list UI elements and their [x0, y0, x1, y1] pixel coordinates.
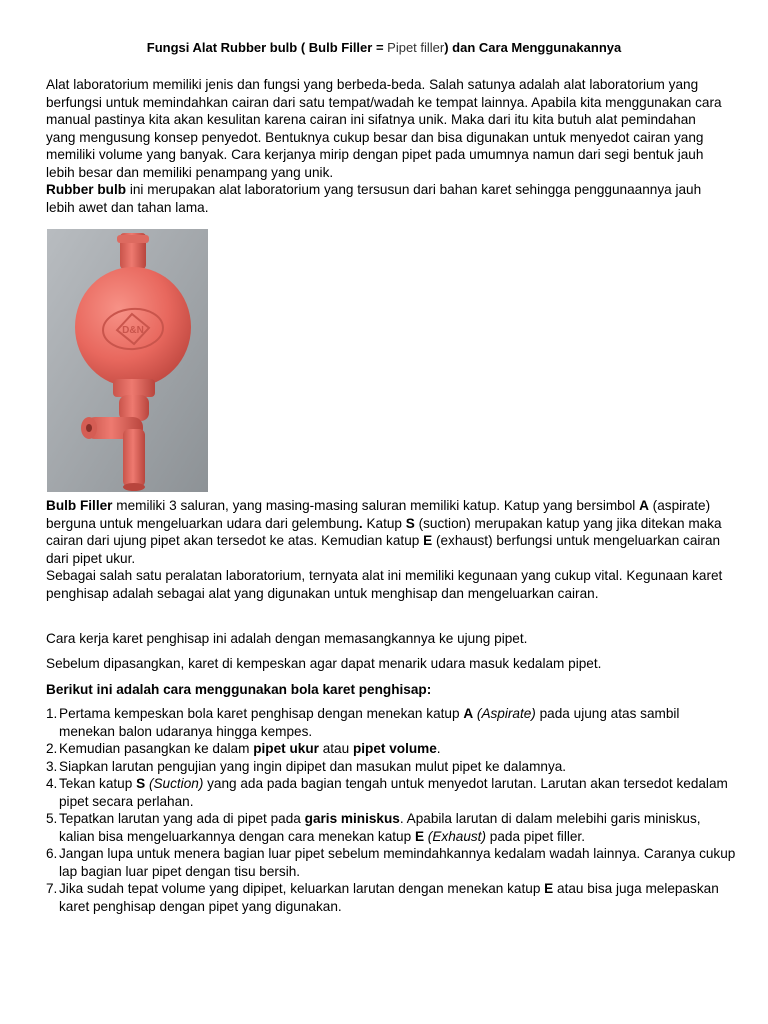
list-item-number: 2. [46, 741, 58, 756]
step-bold: A [463, 706, 474, 721]
list-item [46, 880, 736, 915]
step-bold: pipet volume [352, 741, 437, 756]
step-text: pada ujung atas sambil menekan balon udaranya hingga kempes. [59, 706, 680, 739]
valve-a-symbol: A [639, 498, 649, 513]
step-text: atau [318, 741, 353, 756]
cara-kerja-paragraph: Cara kerja karet penghisap ini adalah dengan memasangkannya ke ujung pipet. [46, 631, 528, 646]
title-accent: Pipet filler [387, 40, 445, 55]
step-text: pada pipet filler. [485, 828, 585, 844]
bulb-filler-text-2: (aspirate) berguna untuk mengeluarkan udara dari gelembung [46, 498, 711, 531]
step-italic: (Exhaust) [424, 828, 486, 844]
step-text: Tepatkan larutan yang ada di pipet pada [59, 811, 305, 826]
list-item-number: 1. [46, 706, 58, 721]
step-text: Pertama kempeskan bola karet penghisap dengan menekan katup [59, 706, 464, 721]
step-text: . [436, 741, 441, 756]
step-text: Jangan lupa untuk menera bagian luar pipet sebelum memindahkannya kedalam wadah lainnya. Caranya cukup lap bagian luar pipet dengan tisu bersih. [59, 846, 736, 879]
step-text: atau bisa juga melepaskan karet penghisap dengan pipet yang digunakan. [59, 881, 719, 914]
step-text: Jika sudah tepat volume yang dipipet, keluarkan larutan dengan menekan katup [59, 881, 545, 896]
rubber-bulb-logo-text: D&N [122, 325, 144, 336]
valve-s-symbol: S [405, 515, 415, 531]
list-item [46, 740, 736, 758]
bulb-filler-text-3: Katup [362, 515, 406, 531]
title-text-1: Fungsi Alat Rubber bulb ( Bulb Filler = [146, 40, 388, 55]
valve-e-symbol: E [423, 533, 433, 548]
list-item-number: 5. [46, 811, 58, 826]
step-italic: (Aspirate) [473, 706, 536, 721]
sebelum-paragraph: Sebelum dipasangkan, karet di kempeskan agar dapat menarik udara masuk kedalam pipet. [46, 656, 602, 671]
bulb-filler-dot: . [358, 515, 363, 531]
title-text-2: ) dan Cara Menggunakannya [444, 40, 622, 55]
bulb-filler-text-5: (exhaust) berfungsi untuk mengeluarkan cairan dari pipet ukur. [46, 533, 721, 566]
step-bold: pipet ukur [253, 741, 319, 756]
document-title [0, 40, 768, 55]
list-item-number: 4. [46, 776, 58, 791]
bulb-filler-paragraph [46, 497, 726, 602]
list-item-number: 6. [46, 846, 58, 861]
steps-list [46, 705, 736, 915]
intro-rest: ini merupakan alat laboratorium yang tersusun dari bahan karet sehingga penggunaannya jauh lebih awet dan tahan lama. [46, 182, 702, 215]
intro-bold-term: Rubber bulb [46, 182, 127, 197]
step-bold: garis miniskus [304, 811, 400, 826]
bulb-filler-term: Bulb Filler [46, 498, 113, 513]
list-item [46, 758, 736, 776]
rubber-bulb-photo [47, 229, 208, 492]
list-item-number: 7. [46, 881, 58, 896]
step-text: Tekan katup [59, 776, 137, 791]
list-item [46, 810, 736, 845]
step-italic: (Suction) [145, 776, 204, 791]
step-text: yang ada pada bagian tengah untuk menyedot larutan. Larutan akan tersedot kedalam pipet secara perlahan. [59, 776, 728, 809]
step-bold: E [414, 828, 425, 844]
intro-paragraph [46, 76, 726, 216]
step-text: Siapkan larutan pengujian yang ingin dipipet dan masukan mulut pipet ke dalamnya. [59, 758, 567, 774]
steps-heading: Berikut ini adalah cara menggunakan bola karet penghisap: [46, 682, 432, 697]
step-bold: E [544, 881, 554, 896]
bulb-filler-text-4: (suction) merupakan katup yang jika ditekan maka cairan dari ujung pipet akan tersedot ke atas. Kemudian katup [46, 515, 722, 548]
intro-text: Alat laboratorium memiliki jenis dan fungsi yang berbeda-beda. Salah satunya adalah alat laboratorium yang berfungsi untuk memindahkan cairan dari satu tempat/wadah ke tempat lainnya. Apabila kita menggunakan cara manual pastinya kita akan kesulitan karena cairan ini sifatnya unik. Maka dari itu kita butuh alat pemindahan yang mengusung konsep penyedot. Bentuknya cukup besar dan bisa digunakan untuk menyedot cairan yang memiliki volume yang banyak. Cara kerjanya mirip dengan pipet pada umumnya namun dari segi bentuk jauh lebih besar dan memiliki penampang yang unik. [46, 77, 722, 180]
list-item [46, 775, 736, 810]
list-item [46, 705, 736, 740]
step-text: Kemudian pasangkan ke dalam [59, 741, 254, 756]
step-text: . Apabila larutan di dalam melebihi garis miniskus, kalian bisa mengeluarkannya dengan cara menekan katup [59, 811, 701, 844]
bulb-filler-text-1: memiliki 3 saluran, yang masing-masing saluran memiliki katup. Katup yang bersimbol [112, 498, 640, 513]
bulb-filler-usage-text: Sebagai salah satu peralatan laboratorium, ternyata alat ini memiliki kegunaan yang cukup vital. Kegunaan karet penghisap adalah sebagai alat yang digunakan untuk menghisap dan mengeluarkan cairan. [46, 568, 723, 601]
list-item [46, 845, 736, 880]
list-item-number: 3. [46, 758, 58, 774]
step-bold: S [136, 776, 146, 791]
